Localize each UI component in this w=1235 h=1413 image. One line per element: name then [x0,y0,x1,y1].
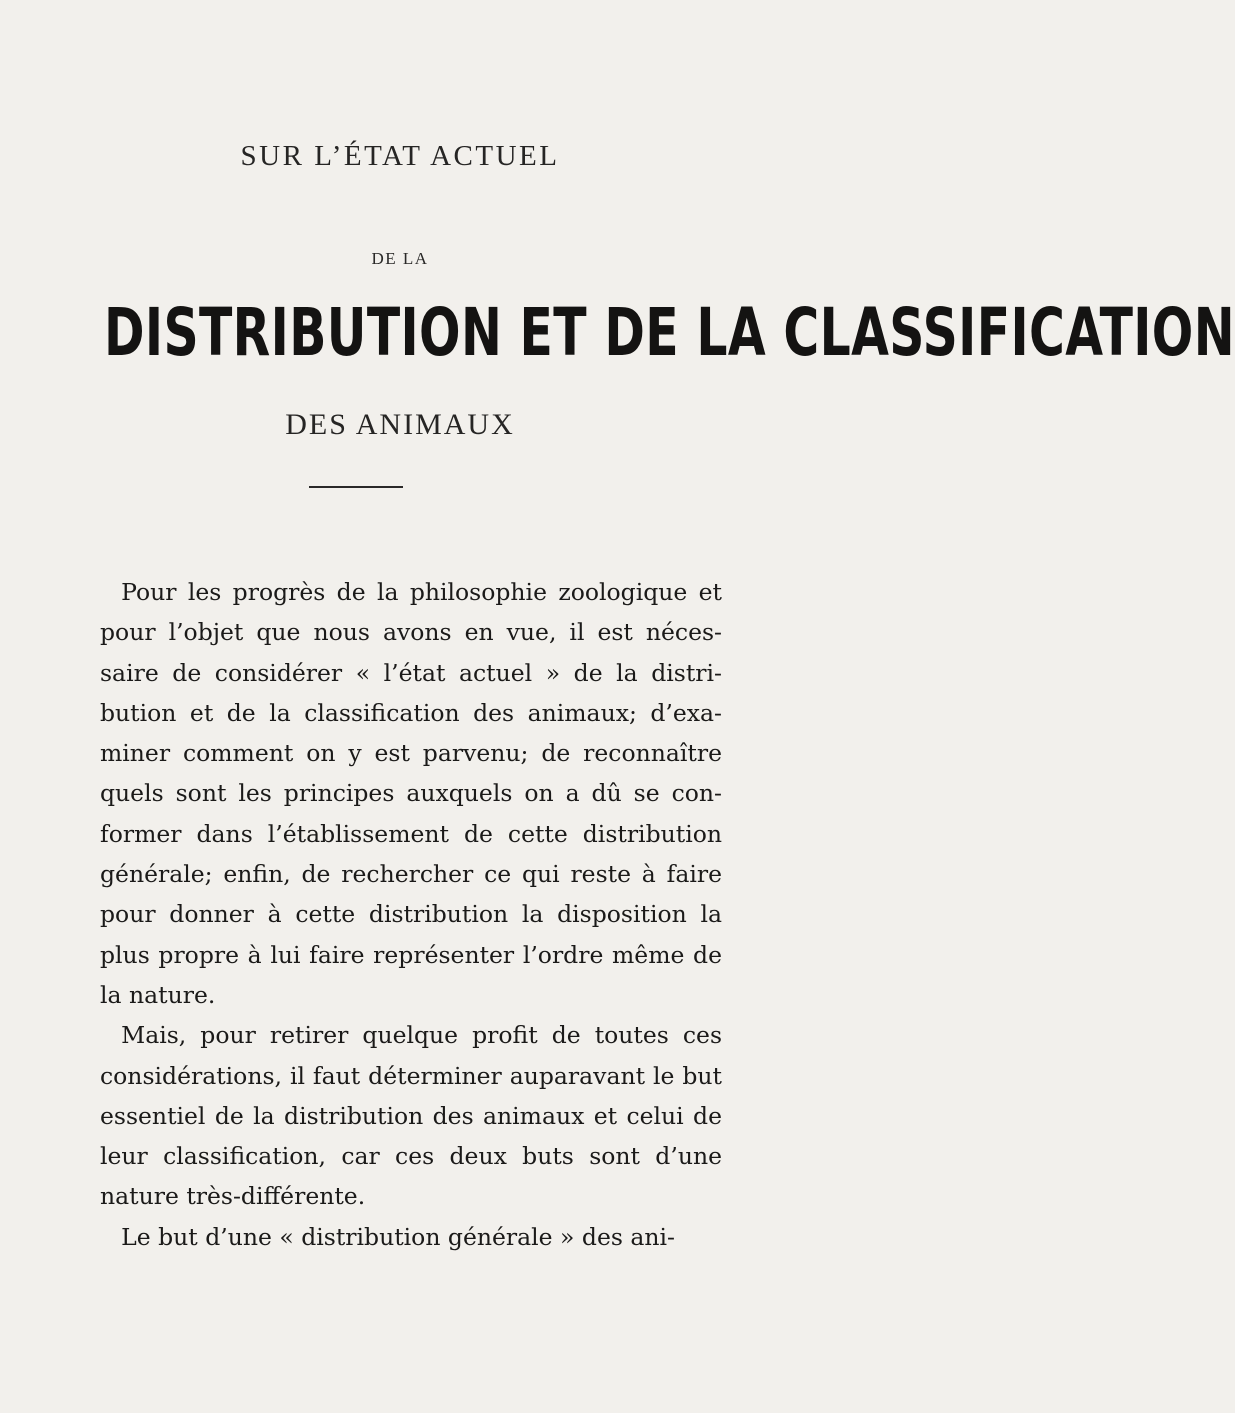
heading-line-2: DE LA [371,249,429,268]
heading-line-1: SUR L’ÉTAT ACTUEL [240,140,560,172]
body-text [100,572,722,1257]
paragraph-1: Pour les progrès de la philosophie zoologique et pour l’objet que nous avons en vue, il est néces- saire de considérer « l’état actuel » de la distri- bution et de la classification des animaux; d’exa- miner comment on y est parvenu; de reconnaître quels sont les principes auxquels on a dû se con- former dans l’établissement de cette distribution générale; enfin, de rechercher ce qui reste à faire pour donner à cette distribution la disposition la plus propre à lui faire représenter l’ordre même de la nature. [100,578,722,1009]
paragraph-3: Le but d’une « distribution générale » des ani- [121,1222,675,1251]
heading-main-title: DISTRIBUTION ET DE LA CLASSIFICATION [104,294,1235,371]
heading-line-4: DES ANIMAUX [285,408,515,441]
heading-divider [309,486,403,488]
paragraph-2: Mais, pour retirer quelque profit de toutes ces considérations, il faut déterminer auparavant le but essentiel de la distribution des animaux et celui de leur classification, car ces deux buts sont d’une nature très-différente. [100,1021,722,1211]
